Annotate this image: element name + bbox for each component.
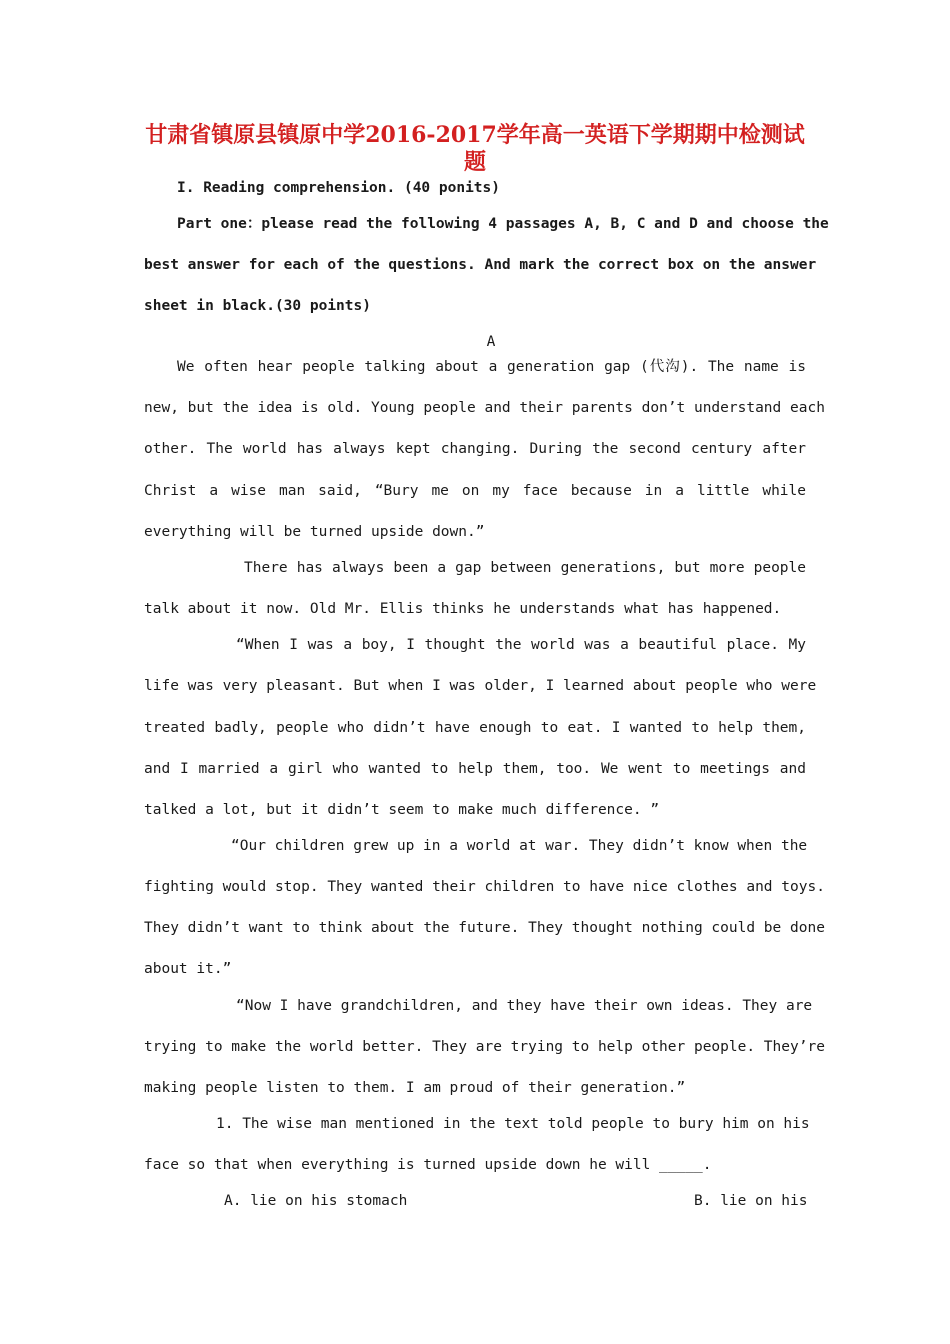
passage-line: fighting would stop. They wanted their children to have nice clothes and toys. — [144, 879, 825, 895]
passage-line: trying to make the world better. They are trying to help other people. They’re — [144, 1039, 825, 1055]
section-heading: I. Reading comprehension. (40 ponits) — [177, 180, 501, 196]
document-title: 甘肃省镇原县镇原中学2016-2017学年高一英语下学期期中检测试题 — [145, 122, 805, 175]
passage-line: They didn’t want to think about the future. They thought nothing could be done — [144, 920, 825, 936]
option-b: B. lie on his — [694, 1193, 808, 1209]
passage-line: Christ a wise man said, “Bury me on my face because in a little while — [144, 483, 806, 499]
instruction-line: best answer for each of the questions. And mark the correct box on the answer — [144, 257, 817, 273]
option-a: A. lie on his stomach — [224, 1193, 408, 1209]
passage-line: There has always been a gap between generations, but more people — [244, 560, 806, 576]
instruction-line: Part one：please read the following 4 passages A, B, C and D and choose the — [177, 216, 829, 232]
passage-label: A — [486, 334, 496, 350]
passage-line: treated badly, people who didn’t have enough to eat. I wanted to help them, — [144, 720, 806, 736]
passage-line: We often hear people talking about a generation gap (代沟). The name is — [177, 359, 806, 375]
passage-line: “Now I have grandchildren, and they have their own ideas. They are — [236, 998, 813, 1014]
passage-line: and I married a girl who wanted to help them, too. We went to meetings and — [144, 761, 806, 777]
question-line: 1. The wise man mentioned in the text told people to bury him on his — [216, 1116, 810, 1132]
question-line: face so that when everything is turned upside down he will _____. — [144, 1157, 712, 1173]
passage-line: making people listen to them. I am proud of their generation.” — [144, 1080, 686, 1096]
passage-line: new, but the idea is old. Young people and their parents don’t understand each — [144, 400, 825, 416]
passage-line: talk about it now. Old Mr. Ellis thinks he understands what has happened. — [144, 601, 782, 617]
passage-line: about it.” — [144, 961, 232, 977]
instruction-line: sheet in black.(30 points) — [144, 298, 371, 314]
passage-line: talked a lot, but it didn’t seem to make much difference. ” — [144, 802, 660, 818]
passage-line: everything will be turned upside down.” — [144, 524, 485, 540]
passage-line: life was very pleasant. But when I was older, I learned about people who were — [144, 678, 817, 694]
passage-line: other. The world has always kept changing. During the second century after — [144, 441, 806, 457]
passage-line: “Our children grew up in a world at war. They didn’t know when the — [231, 838, 808, 854]
passage-line: “When I was a boy, I thought the world was a beautiful place. My — [236, 637, 806, 653]
